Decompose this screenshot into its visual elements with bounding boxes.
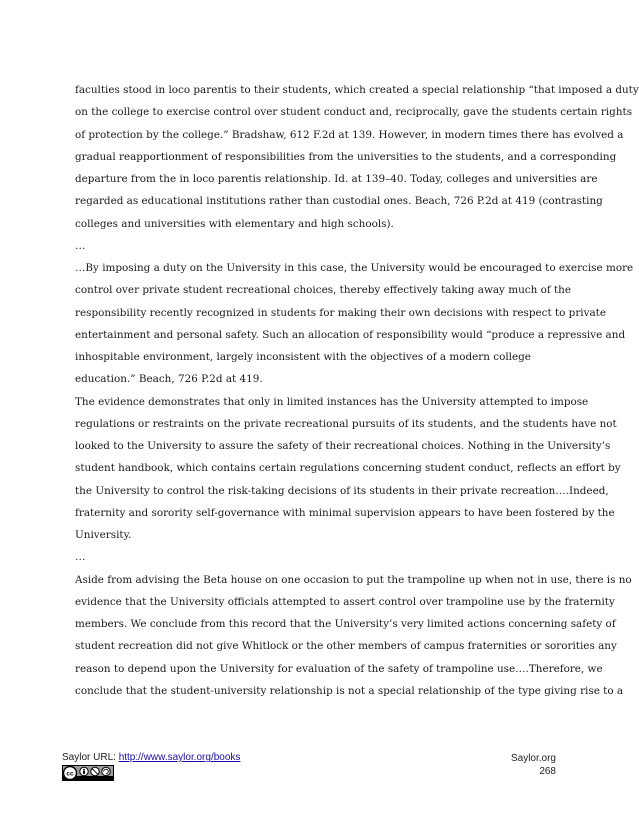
text-line: faculties stood in loco parentis to their students, which created a special relationship “that imposed a duty — [75, 84, 639, 96]
text-line: responsibility recently recognized in students for making their own decisions with respect to private — [75, 306, 606, 319]
text-line: … — [75, 239, 86, 252]
text-line: members. We conclude from this record that the University’s very limited actions concerning safety of — [75, 618, 616, 630]
text-line: looked to the University to assure the safety of their recreational choices. Nothing in the University’s — [75, 440, 611, 452]
body-text — [75, 79, 639, 702]
text-line: …By imposing a duty on the University in this case, the University would be encouraged to exercise more — [75, 262, 634, 274]
text-line: evidence that the University officials attempted to assert control over trampoline use by the fraternity — [75, 595, 615, 608]
by-person-body-icon — [83, 771, 85, 774]
text-line: of protection by the college.” Bradshaw, 612 F.2d at 139. However, in modern times there has evolved a — [75, 128, 624, 141]
footer-url-label: Saylor URL: — [62, 752, 119, 763]
page-number: 268 — [539, 766, 556, 777]
text-line: fraternity and sorority self-governance with minimal supervision appears to have been fostered by the — [75, 506, 615, 519]
text-line: regarded as educational institutions rather than custodial ones. Beach, 726 P.2d at 419 (contrasting — [75, 195, 603, 208]
text-line: The evidence demonstrates that only in limited instances has the University attempted to impose — [75, 395, 589, 408]
text-line: the University to control the risk-taking decisions of its students in their private recreation….Indeed, — [75, 484, 609, 497]
text-line: … — [75, 551, 86, 564]
footer-url-link[interactable]: http://www.saylor.org/books — [118, 752, 241, 763]
cc-by-nc-sa-license-icon — [62, 765, 114, 781]
footer-source — [62, 752, 240, 763]
text-line: regulations or restraints on the private recreational pursuits of its students, and the students have not — [75, 417, 617, 430]
text-line: departure from the in loco parentis relationship. Id. at 139–40. Today, colleges and universities are — [75, 173, 598, 185]
sa-sharealike-icon — [102, 767, 110, 775]
text-line: entertainment and personal safety. Such an allocation of responsibility would “produce a repressive and — [75, 328, 626, 341]
text-line: University. — [75, 529, 132, 541]
text-line: on the college to exercise control over student conduct and, reciprocally, gave the students certain rights — [75, 106, 633, 119]
text-line: reason to depend upon the University for evaluation of the safety of trampoline use….Therefore, we — [75, 662, 603, 675]
text-line: student recreation did not give Whitlock or the other members of campus fraternities or sororities any — [75, 640, 617, 653]
text-line: gradual reapportionment of responsibilities from the universities to the students, and a corresponding — [75, 150, 617, 163]
text-line: colleges and universities with elementary and high schools). — [75, 217, 394, 230]
by-person-head-icon — [83, 769, 85, 771]
footer-site-info — [470, 752, 556, 778]
text-line: conclude that the student-university relationship is not a special relationship of the type giving rise to a — [75, 684, 624, 697]
text-line: inhospitable environment, largely inconsistent with the objectives of a modern college — [75, 351, 531, 363]
text-line: student handbook, which contains certain regulations concerning student conduct, reflects an effort by — [75, 462, 621, 475]
text-line: education.” Beach, 726 P.2d at 419. — [75, 373, 263, 386]
cc-logo-text: cc — [66, 770, 74, 778]
text-line: Aside from advising the Beta house on one occasion to put the trampoline up when not in use, there is no — [75, 573, 632, 586]
text-line: control over private student recreational choices, thereby effectively taking away much of the — [75, 284, 571, 297]
footer-site-name: Saylor.org — [510, 753, 556, 764]
